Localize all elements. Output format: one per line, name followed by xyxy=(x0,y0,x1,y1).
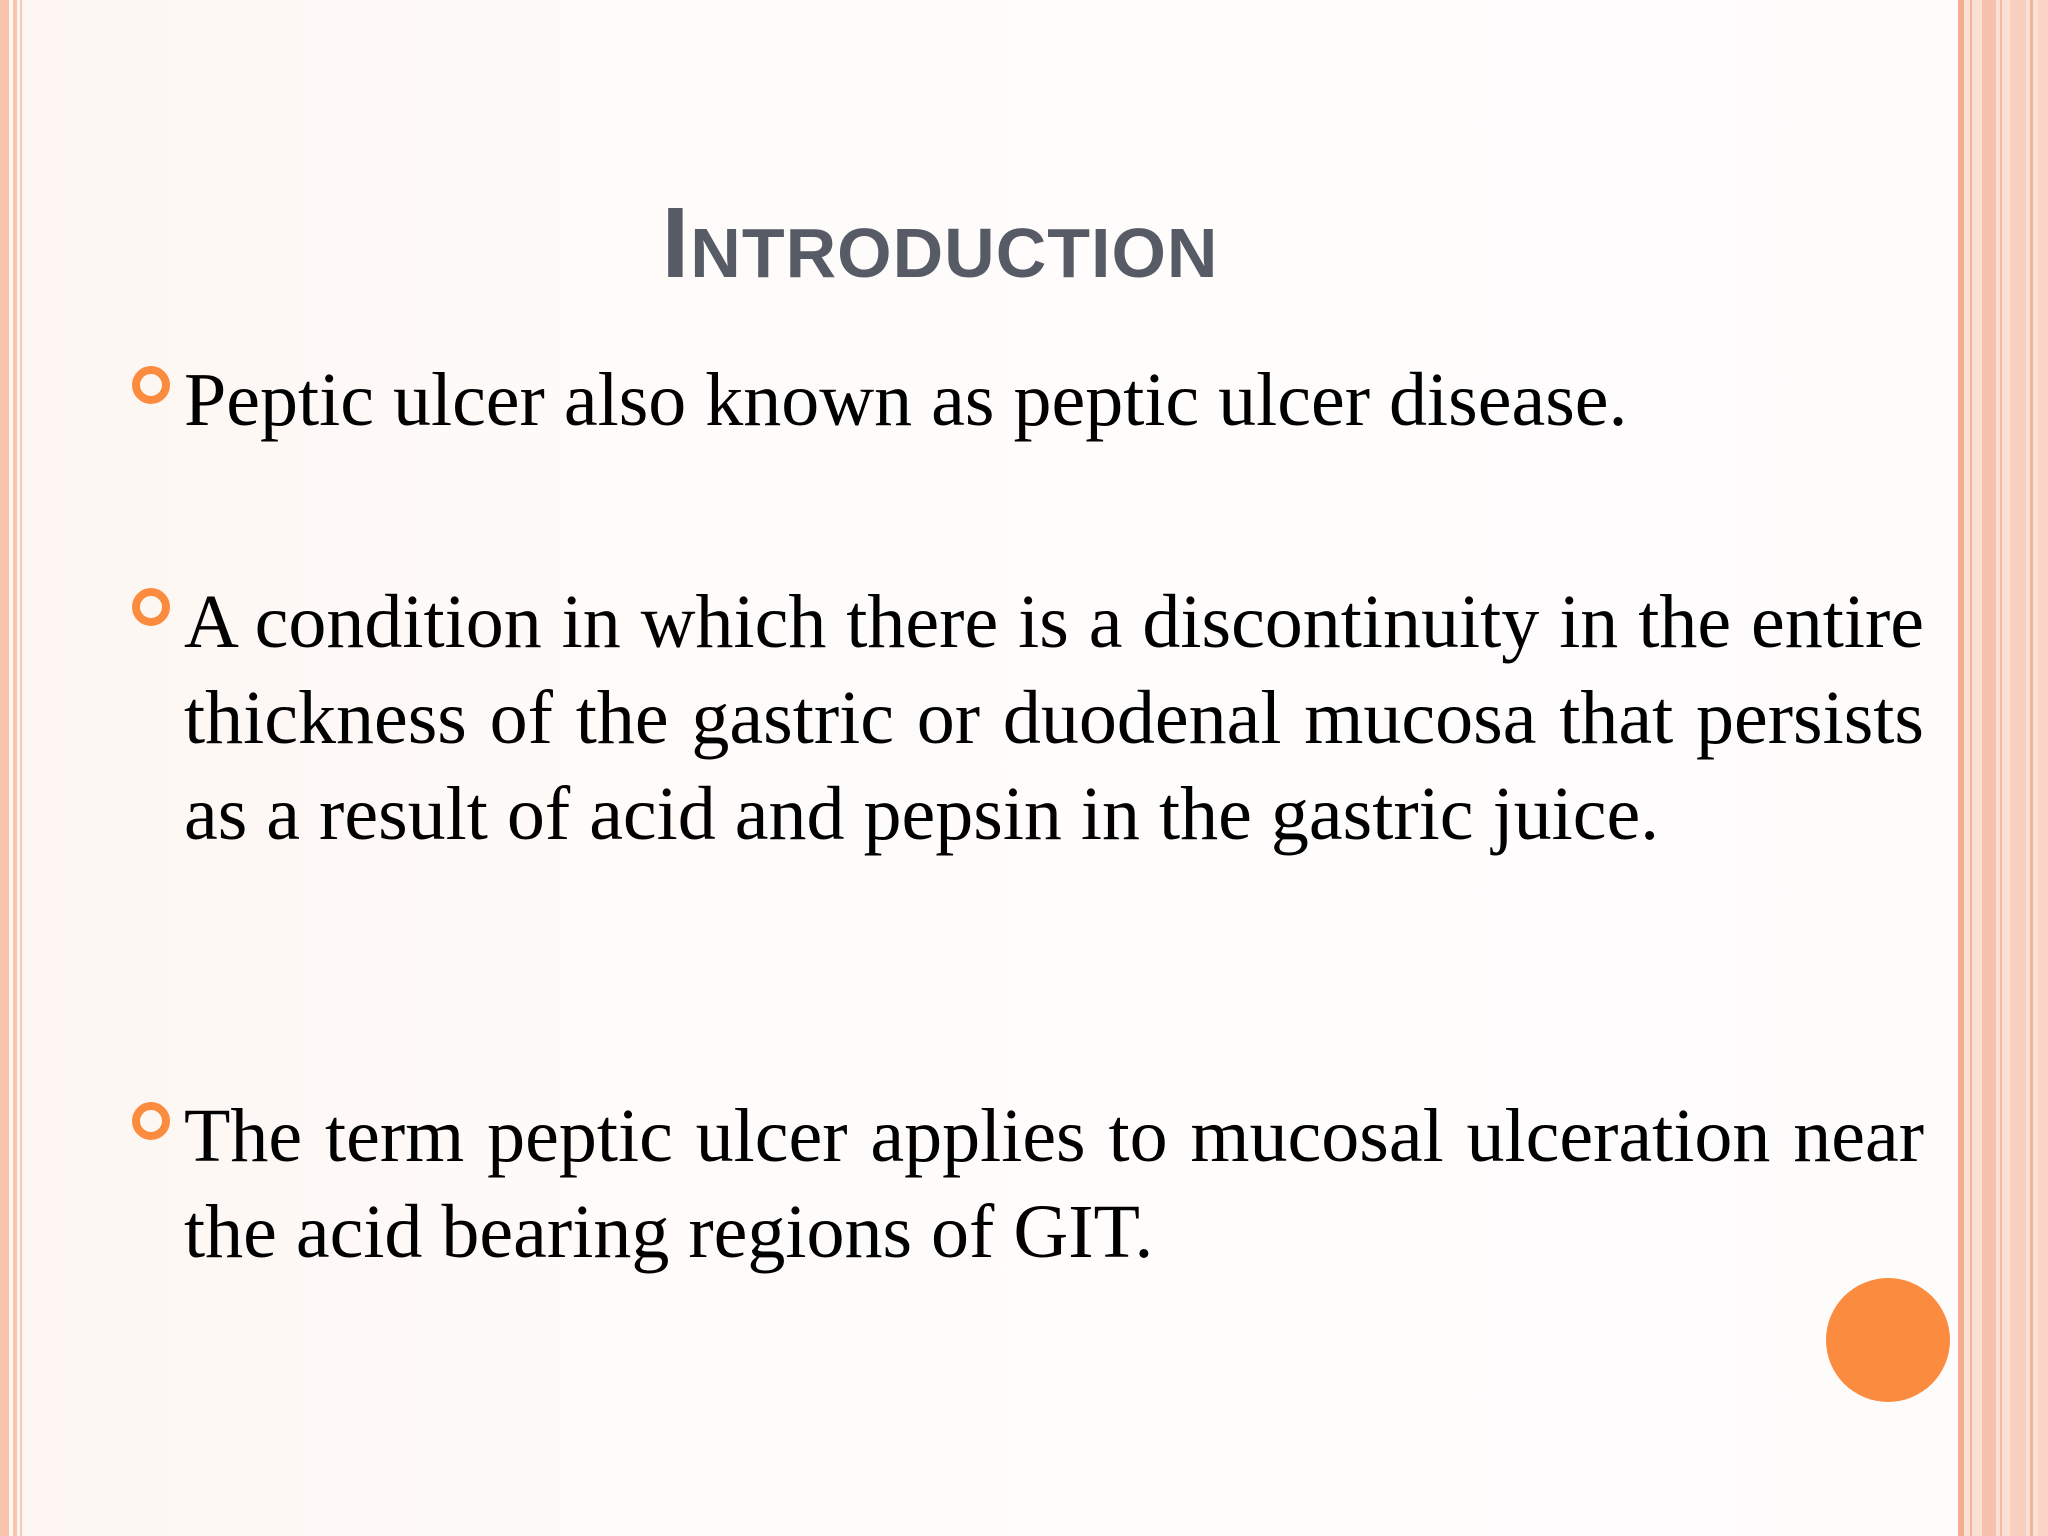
right-border-stripe xyxy=(2030,0,2033,1536)
bullet-text: Peptic ulcer also known as peptic ulcer disease. xyxy=(184,358,1628,442)
slide-title-container xyxy=(0,188,1880,307)
right-border-stripe xyxy=(1970,0,1972,1536)
ring-bullet-icon xyxy=(132,366,170,404)
right-border-stripe xyxy=(2000,0,2002,1536)
right-border-stripe xyxy=(2038,0,2048,1536)
bullet-text: A condition in which there is a discontinuity in the entire thickness of the gastric or duodenal mucosa that persists as a result of acid and pepsin in the gastric juice. xyxy=(184,580,1924,856)
right-border-stripe xyxy=(1982,0,1996,1536)
ring-bullet-icon xyxy=(132,588,170,626)
slide-title: Introduction xyxy=(661,187,1219,299)
right-border-stripe xyxy=(2010,0,2026,1536)
ring-bullet-icon xyxy=(132,1102,170,1140)
right-border-stripe xyxy=(1958,0,1964,1536)
bullet-text: The term peptic ulcer applies to mucosal ulceration near the acid bearing regions of GIT. xyxy=(184,1094,1924,1274)
orange-circle-decoration xyxy=(1826,1278,1950,1402)
